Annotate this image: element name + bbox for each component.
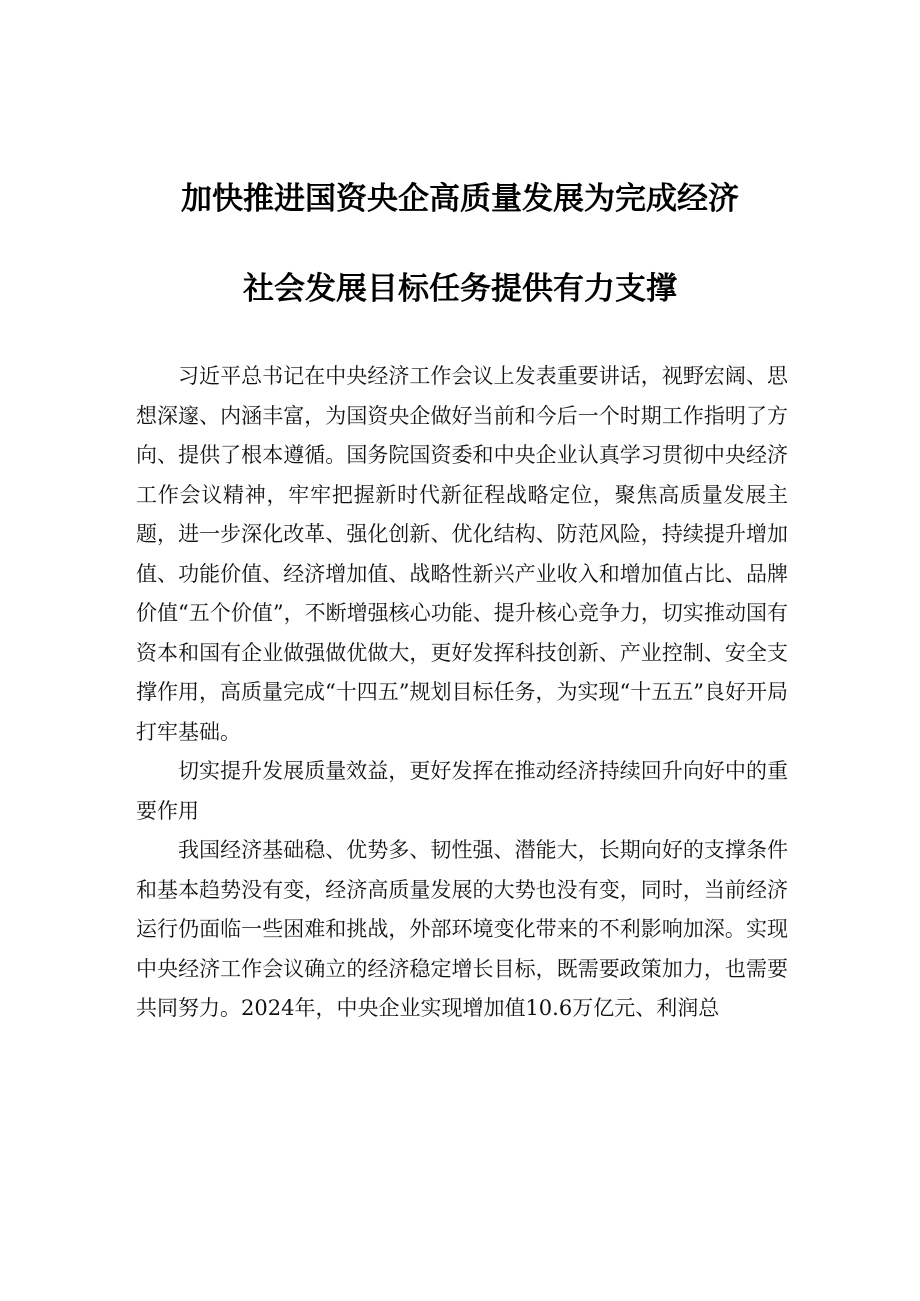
document-title	[0, 176, 920, 334]
document-body	[136, 357, 788, 1029]
title-line-1: 加快推进国资央企高质量发展为完成经济	[181, 181, 739, 217]
section-heading: 切实提升发展质量效益，更好发挥在推动经济持续回升向好中的重要作用	[136, 759, 788, 823]
paragraph-economy: 我国经济基础稳、优势多、韧性强、潜能大，长期向好的支撑条件和基本趋势没有变，经济高质量发展的大势也没有变，同时，当前经济运行仍面临一些困难和挑战，外部环境变化带来的不利影响加深。实现中央经济工作会议确立的经济稳定增长目标，既需要政策加力，也需要共同努力。2024年，中央企业实现增加值10.6万亿元、利润总	[136, 838, 788, 1020]
paragraph-intro: 习近平总书记在中央经济工作会议上发表重要讲话，视野宏阔、思想深邃、内涵丰富，为国资央企做好当前和今后一个时期工作指明了方向、提供了根本遵循。国务院国资委和中央企业认真学习贯彻中央经济工作会议精神，牢牢把握新时代新征程战略定位，聚焦高质量发展主题，进一步深化改革、强化创新、优化结构、防范风险，持续提升增加值、功能价值、经济增加值、战略性新兴产业收入和增加值占比、品牌价值“五个价值”，不断增强核心功能、提升核心竞争力，切实推动国有资本和国有企业做强做优做大，更好发挥科技创新、产业控制、安全支撑作用，高质量完成“十四五”规划目标任务，为实现“十五五”良好开局打牢基础。	[136, 364, 788, 744]
title-line-2: 社会发展目标任务提供有力支撑	[243, 271, 677, 307]
